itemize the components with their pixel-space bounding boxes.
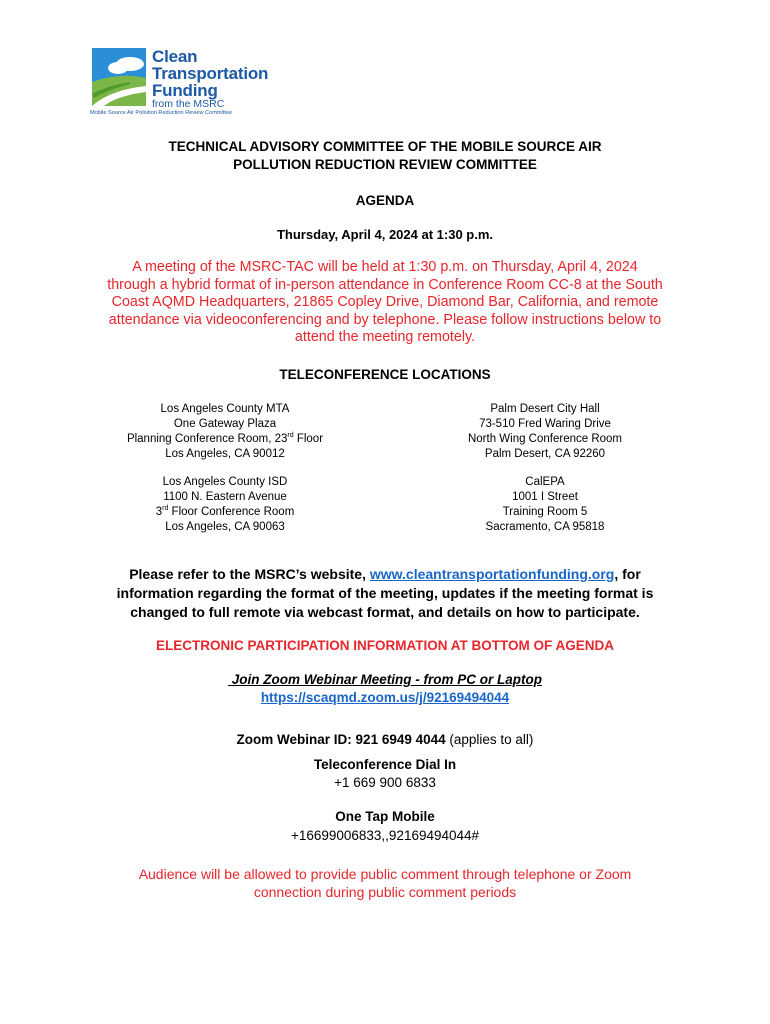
location-address: 73-510 Fred Waring Drive: [479, 418, 611, 430]
logo-line-2: Transportation: [152, 64, 269, 83]
location-city: Los Angeles, CA 90063: [165, 521, 285, 533]
teleconference-heading: TELECONFERENCE LOCATIONS: [279, 367, 491, 382]
zoom-join-label: [60, 672, 710, 687]
title-line-2: POLLUTION REDUCTION REVIEW COMMITTEE: [233, 157, 537, 172]
room-text: Floor Conference Room: [168, 506, 295, 518]
location-calepa: [430, 475, 660, 535]
meeting-notice-line: attend the meeting remotely.: [294, 329, 476, 346]
audience-notice: [60, 865, 710, 901]
dial-in-number: +1 669 900 6833: [334, 775, 436, 790]
meeting-notice-line: Coast AQMD Headquarters, 21865 Copley Drive, Diamond Bar, California, and remote: [111, 294, 659, 311]
room-ordinal: rd: [287, 432, 294, 440]
location-name: Los Angeles County ISD: [162, 476, 288, 488]
zoom-join-text: Join Zoom Webinar Meeting - from PC or Laptop: [227, 672, 542, 687]
logo-emblem-icon: [90, 46, 148, 108]
location-name: CalEPA: [525, 476, 565, 488]
zoom-link-row: [60, 690, 710, 705]
zoom-webinar-id: [60, 732, 710, 747]
location-palm-desert: [430, 402, 660, 462]
electronic-participation-heading: ELECTRONIC PARTICIPATION INFORMATION AT BOTTOM OF AGENDA: [156, 638, 614, 653]
website-notice-line: [70, 565, 700, 584]
room-ordinal: rd: [162, 505, 169, 513]
agenda-heading: AGENDA: [355, 193, 415, 208]
one-tap-number: +16699006833,,92169494044#: [290, 828, 480, 843]
location-room: [90, 432, 360, 447]
website-notice-text: Please refer to the MSRC’s website,: [129, 566, 370, 582]
audience-notice-line: Audience will be allowed to provide public comment through telephone or Zoom: [138, 866, 632, 882]
audience-notice-line: connection during public comment periods: [253, 884, 517, 900]
zoom-meeting-link[interactable]: https://scaqmd.zoom.us/j/92169494044: [260, 690, 510, 705]
logo-line-3: Funding: [152, 81, 218, 100]
location-room: North Wing Conference Room: [467, 433, 623, 445]
room-text: Floor: [293, 433, 324, 445]
title-line-1: TECHNICAL ADVISORY COMMITTEE OF THE MOBILE SOURCE AIR: [168, 139, 602, 154]
location-room: Training Room 5: [502, 506, 588, 518]
location-city: Sacramento, CA 95818: [485, 521, 605, 533]
clean-transportation-funding-logo: [90, 46, 290, 118]
location-name: Palm Desert City Hall: [490, 403, 600, 415]
room-text: 3: [155, 506, 163, 518]
meeting-notice-line: attendance via videoconferencing and by telephone. Please follow instructions below to: [108, 311, 662, 328]
room-text: Planning Conference Room, 23: [126, 433, 288, 445]
meeting-date: Thursday, April 4, 2024 at 1:30 p.m.: [276, 227, 494, 242]
location-name: Los Angeles County MTA: [160, 403, 290, 415]
meeting-notice-line: through a hybrid format of in-person attendance in Conference Room CC-8 at the South: [107, 276, 663, 293]
location-city: Palm Desert, CA 92260: [484, 448, 606, 460]
msrc-website-link[interactable]: www.cleantransportationfunding.org: [369, 566, 615, 582]
location-address: 1100 N. Eastern Avenue: [163, 491, 287, 503]
location-room: [90, 505, 360, 520]
location-la-isd: [90, 475, 360, 535]
location-la-mta: [90, 402, 360, 462]
webinar-id-note: (applies to all): [445, 732, 534, 747]
website-notice: [70, 565, 700, 622]
location-address: 1001 I Street: [512, 491, 578, 503]
website-notice-line: changed to full remote via webcast format, and details on how to participate.: [130, 604, 640, 620]
website-notice-text: , for: [614, 566, 641, 582]
website-notice-line: information regarding the format of the meeting, updates if the meeting format is: [116, 585, 654, 601]
webinar-id-label: Zoom Webinar ID: 921 6949 4044: [236, 732, 446, 747]
meeting-notice-line: A meeting of the MSRC-TAC will be held at 1:30 p.m. on Thursday, April 4, 2024: [132, 259, 638, 275]
location-address: One Gateway Plaza: [173, 418, 277, 430]
document-title: [60, 138, 710, 174]
one-tap-heading: One Tap Mobile: [335, 809, 435, 824]
logo-from: from the MSRC: [152, 98, 225, 110]
dial-in-heading: Teleconference Dial In: [313, 757, 457, 772]
location-city: Los Angeles, CA 90012: [165, 448, 285, 460]
meeting-notice: [80, 259, 690, 347]
logo-line-1: Clean: [152, 47, 198, 66]
logo-subtitle: Mobile Source Air Pollution Reduction Review Committee: [90, 110, 233, 116]
